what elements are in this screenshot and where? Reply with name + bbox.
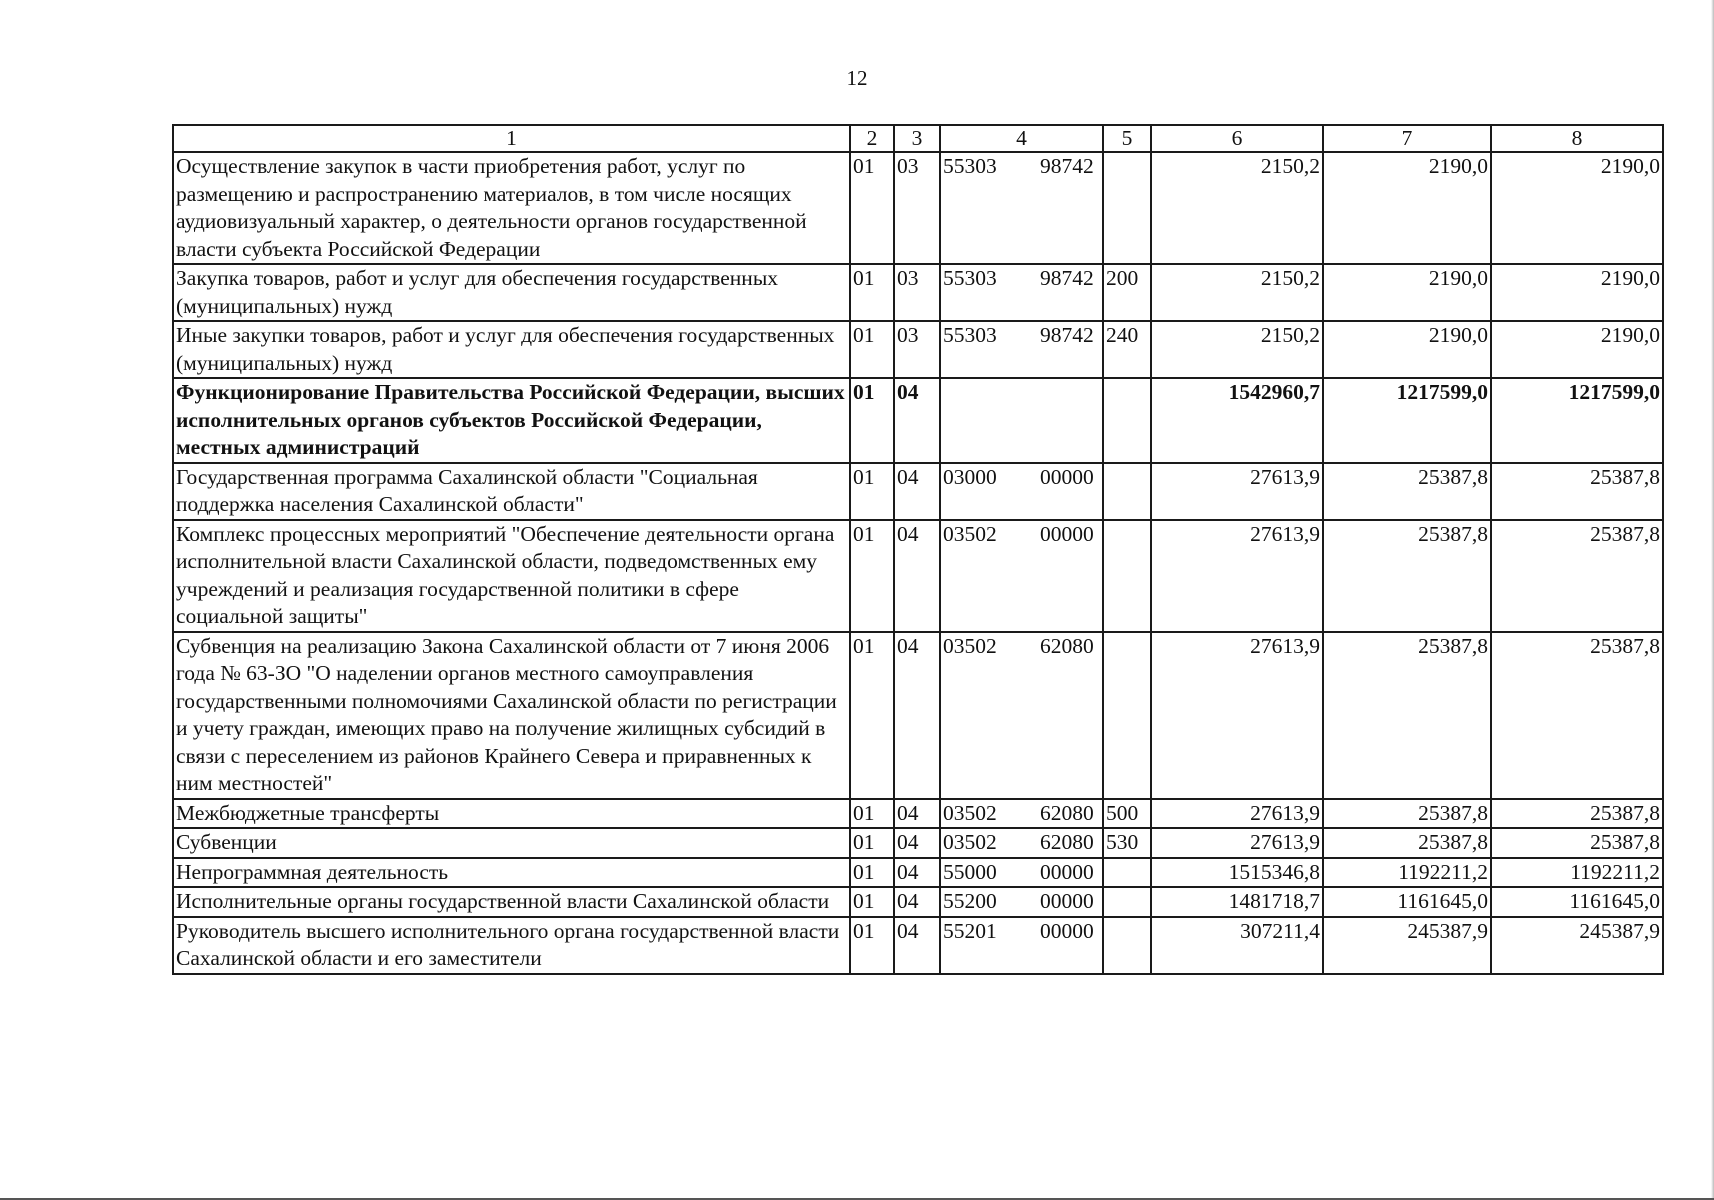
row-name-cell: Субвенции: [173, 828, 850, 858]
program-code-cell: [940, 917, 1103, 974]
amount-col6-cell: 2150,2: [1151, 321, 1323, 378]
amount-col7-cell: 2190,0: [1323, 264, 1491, 321]
program-code-cell: [940, 858, 1103, 888]
section-code-cell: 01: [850, 152, 894, 264]
amount-col7-cell: 25387,8: [1323, 463, 1491, 520]
subsection-code-cell: 04: [894, 463, 940, 520]
subsection-code-cell: 04: [894, 378, 940, 463]
program-code-part1: 03502: [943, 633, 997, 658]
subsection-code-cell: 04: [894, 917, 940, 974]
amount-col8-cell: 2190,0: [1491, 321, 1663, 378]
amount-col6-cell: 307211,4: [1151, 917, 1323, 974]
section-code-cell: 01: [850, 378, 894, 463]
amount-col6-cell: 1542960,7: [1151, 378, 1323, 463]
program-code-cell: [940, 828, 1103, 858]
row-name-cell: Комплекс процессных мероприятий "Обеспечение деятельности органа исполнительной власти Сахалинской области, подведомственных ему учреждений и реализация государственной политики в сфере социальной защиты": [173, 520, 850, 632]
amount-col8-cell: 25387,8: [1491, 632, 1663, 799]
amount-col8-cell: 1192211,2: [1491, 858, 1663, 888]
subsection-code-cell: 03: [894, 321, 940, 378]
header-col-8: 8: [1491, 125, 1663, 152]
program-code-part1: 03000: [943, 464, 997, 489]
amount-col7-cell: 1217599,0: [1323, 378, 1491, 463]
subsection-code-cell: 04: [894, 858, 940, 888]
section-code-cell: 01: [850, 828, 894, 858]
expense-type-cell: [1103, 378, 1151, 463]
program-code-part2: 00000: [1039, 859, 1094, 884]
program-code-part1: 03502: [943, 800, 997, 825]
section-code-cell: 01: [850, 463, 894, 520]
program-code-part2: 00000: [1039, 464, 1094, 489]
row-name-cell: Руководитель высшего исполнительного органа государственной власти Сахалинской области и его заместители: [173, 917, 850, 974]
budget-table: [172, 124, 1664, 975]
page-number: 12: [846, 66, 868, 90]
subsection-code-cell: 03: [894, 264, 940, 321]
header-col-5: 5: [1103, 125, 1151, 152]
table-row: [173, 378, 1663, 463]
expense-type-cell: [1103, 520, 1151, 632]
expense-type-cell: 200: [1103, 264, 1151, 321]
program-code-cell: [940, 632, 1103, 799]
table-row: [173, 152, 1663, 264]
section-code-cell: 01: [850, 321, 894, 378]
expense-type-cell: [1103, 463, 1151, 520]
expense-type-cell: 500: [1103, 799, 1151, 829]
amount-col7-cell: 2190,0: [1323, 321, 1491, 378]
program-code-part2: 00000: [1039, 918, 1094, 943]
header-col-6: 6: [1151, 125, 1323, 152]
program-code-cell: [940, 887, 1103, 917]
header-col-2: 2: [850, 125, 894, 152]
amount-col8-cell: 25387,8: [1491, 799, 1663, 829]
amount-col6-cell: 27613,9: [1151, 520, 1323, 632]
program-code-part1: 03502: [943, 830, 997, 854]
table-row: [173, 632, 1663, 799]
amount-col7-cell: 25387,8: [1323, 520, 1491, 632]
program-code-part2: 98742: [1039, 323, 1094, 347]
amount-col6-cell: 27613,9: [1151, 799, 1323, 829]
expense-type-cell: [1103, 152, 1151, 264]
amount-col8-cell: 1161645,0: [1491, 887, 1663, 917]
amount-col8-cell: 25387,8: [1491, 520, 1663, 632]
header-col-4: 4: [940, 125, 1103, 152]
row-name-cell: Иные закупки товаров, работ и услуг для обеспечения государственных (муниципальных) нужд: [173, 321, 850, 378]
expense-type-cell: [1103, 887, 1151, 917]
section-code-cell: 01: [850, 799, 894, 829]
table-row: [173, 858, 1663, 888]
amount-col6-cell: 2150,2: [1151, 152, 1323, 264]
section-code-cell: 01: [850, 917, 894, 974]
program-code-part1: 55303: [943, 323, 997, 347]
program-code-part1: 55303: [943, 154, 997, 178]
amount-col6-cell: 27613,9: [1151, 463, 1323, 520]
section-code-cell: 01: [850, 887, 894, 917]
amount-col7-cell: 1161645,0: [1323, 887, 1491, 917]
section-code-cell: 01: [850, 632, 894, 799]
table-row: [173, 887, 1663, 917]
program-code-cell: [940, 520, 1103, 632]
table-row: [173, 520, 1663, 632]
subsection-code-cell: 04: [894, 799, 940, 829]
table-body: [173, 152, 1663, 974]
row-name-cell: Исполнительные органы государственной власти Сахалинской области: [173, 887, 850, 917]
program-code-part2: 62080: [1039, 800, 1094, 825]
amount-col8-cell: 2190,0: [1491, 264, 1663, 321]
subsection-code-cell: 04: [894, 520, 940, 632]
program-code-part1: 55201: [943, 918, 997, 943]
expense-type-cell: 240: [1103, 321, 1151, 378]
amount-col7-cell: 25387,8: [1323, 828, 1491, 858]
program-code-part2: 00000: [1039, 521, 1094, 546]
table-row: [173, 799, 1663, 829]
amount-col6-cell: 2150,2: [1151, 264, 1323, 321]
program-code-part2: 62080: [1039, 633, 1094, 658]
table-row: [173, 917, 1663, 974]
amount-col8-cell: 2190,0: [1491, 152, 1663, 264]
table-row: [173, 463, 1663, 520]
program-code-part1: 55303: [943, 266, 997, 290]
table-row: [173, 321, 1663, 378]
expense-type-cell: 530: [1103, 828, 1151, 858]
row-name-cell: Осуществление закупок в части приобретения работ, услуг по размещению и распространению материалов, в том числе носящих аудиовизуальный характер, о деятельности органов государственной власти субъекта Российской Федерации: [173, 152, 850, 264]
row-name-cell: Государственная программа Сахалинской области "Социальная поддержка населения Сахалинской области": [173, 463, 850, 520]
program-code-cell: [940, 463, 1103, 520]
program-code-part2: 62080: [1039, 830, 1094, 854]
amount-col8-cell: 25387,8: [1491, 463, 1663, 520]
amount-col7-cell: 25387,8: [1323, 632, 1491, 799]
expense-type-cell: [1103, 858, 1151, 888]
program-code-cell: [940, 321, 1103, 378]
table-row: [173, 828, 1663, 858]
program-code-cell: [940, 799, 1103, 829]
amount-col8-cell: 25387,8: [1491, 828, 1663, 858]
amount-col6-cell: 1515346,8: [1151, 858, 1323, 888]
section-code-cell: 01: [850, 520, 894, 632]
amount-col6-cell: 27613,9: [1151, 828, 1323, 858]
subsection-code-cell: 03: [894, 152, 940, 264]
program-code-part2: 98742: [1039, 154, 1094, 178]
expense-type-cell: [1103, 632, 1151, 799]
expense-type-cell: [1103, 917, 1151, 974]
header-col-1: 1: [173, 125, 850, 152]
program-code-part1: 55200: [943, 889, 997, 913]
row-name-cell: Функционирование Правительства Российской Федерации, высших исполнительных органов субъектов Российской Федерации, местных администраций: [173, 378, 850, 463]
amount-col7-cell: 245387,9: [1323, 917, 1491, 974]
amount-col7-cell: 2190,0: [1323, 152, 1491, 264]
section-code-cell: 01: [850, 858, 894, 888]
amount-col6-cell: 1481718,7: [1151, 887, 1323, 917]
row-name-cell: Субвенция на реализацию Закона Сахалинской области от 7 июня 2006 года № 63-ЗО "О наделении органов местного самоуправления государственными полномочиями Сахалинской области по регистрации и учету граждан, имеющих право на получение жилищных субсидий в связи с переселением из районов Крайнего Севера и приравненных к ним местностей": [173, 632, 850, 799]
subsection-code-cell: 04: [894, 632, 940, 799]
program-code-cell: [940, 378, 1103, 463]
program-code-part1: 03502: [943, 521, 997, 546]
header-col-7: 7: [1323, 125, 1491, 152]
amount-col6-cell: 27613,9: [1151, 632, 1323, 799]
amount-col7-cell: 25387,8: [1323, 799, 1491, 829]
table-row: [173, 264, 1663, 321]
row-name-cell: Закупка товаров, работ и услуг для обеспечения государственных (муниципальных) нужд: [173, 264, 850, 321]
amount-col8-cell: 1217599,0: [1491, 378, 1663, 463]
program-code-part2: 00000: [1039, 889, 1094, 913]
amount-col8-cell: 245387,9: [1491, 917, 1663, 974]
header-row: [173, 125, 1663, 152]
row-name-cell: Межбюджетные трансферты: [173, 799, 850, 829]
section-code-cell: 01: [850, 264, 894, 321]
program-code-part1: 55000: [943, 859, 997, 884]
program-code-cell: [940, 264, 1103, 321]
amount-col7-cell: 1192211,2: [1323, 858, 1491, 888]
subsection-code-cell: 04: [894, 828, 940, 858]
row-name-cell: Непрограммная деятельность: [173, 858, 850, 888]
program-code-part2: 98742: [1039, 266, 1094, 290]
header-col-3: 3: [894, 125, 940, 152]
program-code-cell: [940, 152, 1103, 264]
subsection-code-cell: 04: [894, 887, 940, 917]
